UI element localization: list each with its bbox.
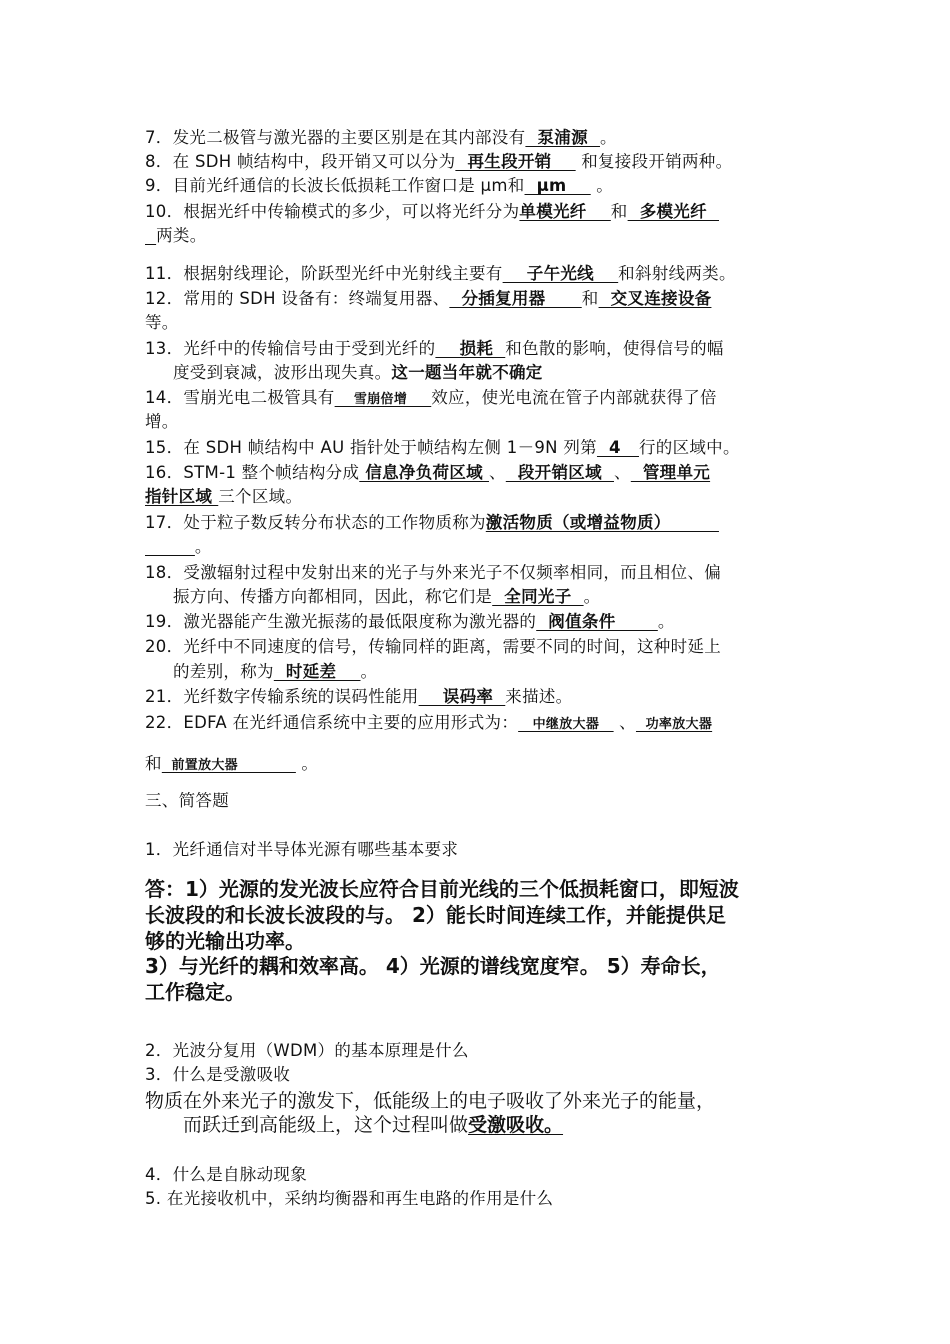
answer-blank: 误码率	[418, 687, 506, 706]
answer-blank: 再生段开销	[455, 152, 576, 171]
question-13: 13．光纤中的传输信号由于受到光纤的 损耗 和色散的影响，使得信号的幅	[145, 339, 724, 358]
question-12-cont: 等。	[145, 313, 179, 332]
answer-1-line-5: 工作稳定。	[145, 980, 245, 1004]
answer-blank: 交叉连接设备	[598, 289, 712, 308]
answer-blank: 雪崩倍增	[334, 392, 432, 407]
answer-blank: 全同光子	[492, 587, 584, 606]
question-11: 11．根据射线理论，阶跃型光纤中光射线主要有 子午光线 和斜射线两类。	[145, 264, 736, 283]
question-9: 9．目前光纤通信的长波长低损耗工作窗口是 μm和 μm 。	[145, 176, 614, 195]
short-question-4: 4．什么是自脉动现象	[145, 1165, 307, 1184]
answer-blank: 指针区域	[145, 487, 219, 506]
answer-1-line-2: 长波段的和长波长波段的与。 2）能长时间连续工作，并能提供足	[145, 903, 726, 927]
answer-blank: 阀值条件	[536, 612, 658, 631]
question-21: 21．光纤数字传输系统的误码性能用 误码率 来描述。	[145, 687, 573, 706]
answer-blank: 管理单元	[630, 463, 711, 482]
question-16: 16．STM-1 整个帧结构分成 信息净负荷区域 、 段开销区域 、 管理单元	[145, 463, 711, 482]
question-18-cont: 振方向、传播方向都相同，因此，称它们是 全同光子 。	[173, 587, 601, 606]
answer-blank: 前置放大器	[161, 758, 296, 773]
question-22-cont: 和 前置放大器 。	[145, 754, 319, 773]
answer-3-line-1: 物质在外来光子的激发下，低能级上的电子吸收了外来光子的能量，	[145, 1090, 716, 1112]
answer-blank: 信息净负荷区域	[359, 463, 489, 482]
question-18: 18．受激辐射过程中发射出来的光子与外来光子不仅频率相同，而且相位、偏	[145, 563, 721, 582]
answer-blank: 泵浦源	[525, 128, 600, 147]
answer-blank: 损耗	[435, 339, 506, 358]
answer-1-line-1: 答：1）光源的发光波长应符合目前光线的三个低损耗窗口，即短波	[145, 877, 739, 901]
short-question-1: 1．光纤通信对半导体光源有哪些基本要求	[145, 840, 459, 859]
answer-blank: 受激吸收。	[468, 1114, 564, 1136]
question-19: 19．激光器能产生激光振荡的最低限度称为激光器的 阀值条件 。	[145, 612, 675, 631]
answer-blank: 段开销区域	[505, 463, 614, 482]
question-20: 20．光纤中不同速度的信号，传输同样的距离，需要不同的时间，这种时延上	[145, 637, 721, 656]
answer-blank: 多模光纤	[627, 202, 719, 221]
question-7: 7．发光二极管与激光器的主要区别是在其内部没有 泵浦源 。	[145, 128, 617, 147]
question-22: 22．EDFA 在光纤通信系统中主要的应用形式为： 中继放大器 、 功率放大器	[145, 713, 713, 732]
question-14-cont: 增。	[145, 412, 179, 431]
answer-blank: 激活物质（或增益物质）	[485, 513, 719, 532]
question-12: 12．常用的 SDH 设备有：终端复用器、 分插复用器 和 交叉连接设备	[145, 289, 712, 308]
answer-blank: 功率放大器	[635, 717, 713, 732]
question-16-cont: 指针区域 三个区域。	[145, 487, 303, 506]
question-13-cont: 度受到衰减，波形出现失真。这一题当年就不确定	[173, 363, 543, 382]
answer-blank: 单模光纤	[519, 202, 611, 221]
answer-blank: 子午光线	[502, 264, 619, 283]
question-17-cont: 。	[194, 537, 212, 556]
question-8: 8．在 SDH 帧结构中，段开销又可以分为 再生段开销 和复接段开销两种。	[145, 152, 733, 171]
section-title: 三、简答题	[145, 791, 229, 810]
answer-blank: 时延差	[273, 662, 361, 681]
question-14: 14．雪崩光电二极管具有 雪崩倍增 效应，使光电流在管子内部就获得了倍	[145, 388, 717, 407]
answer-blank: μm	[524, 176, 591, 195]
question-20-cont: 的差别，称为 时延差 。	[173, 662, 378, 681]
answer-blank: 4	[596, 438, 639, 457]
answer-1-line-4: 3）与光纤的耦和效率高。 4）光源的谱线宽度窄。 5）寿命长，	[145, 954, 721, 978]
short-question-3: 3．什么是受激吸收	[145, 1065, 291, 1084]
answer-blank: 分插复用器	[449, 289, 582, 308]
question-10: 10．根据光纤中传输模式的多少，可以将光纤分为单模光纤 和 多模光纤	[145, 202, 719, 221]
answer-1-line-3: 够的光输出功率。	[145, 929, 305, 953]
question-15: 15．在 SDH 帧结构中 AU 指针处于帧结构左侧 1－9N 列第 4 行的区域中。	[145, 438, 740, 457]
answer-3-line-2: 而跃迁到高能级上，这个过程叫做受激吸收。	[183, 1114, 564, 1136]
question-10-cont: 两类。	[156, 226, 207, 245]
answer-blank: 中继放大器	[518, 717, 614, 732]
margin-note: 这一题当年就不确定	[391, 363, 543, 382]
short-question-2: 2．光波分复用（WDM）的基本原理是什么	[145, 1041, 469, 1060]
short-question-5: 5. 在光接收机中，采纳均衡器和再生电路的作用是什么	[145, 1189, 554, 1208]
question-17: 17．处于粒子数反转分布状态的工作物质称为激活物质（或增益物质）	[145, 513, 719, 532]
